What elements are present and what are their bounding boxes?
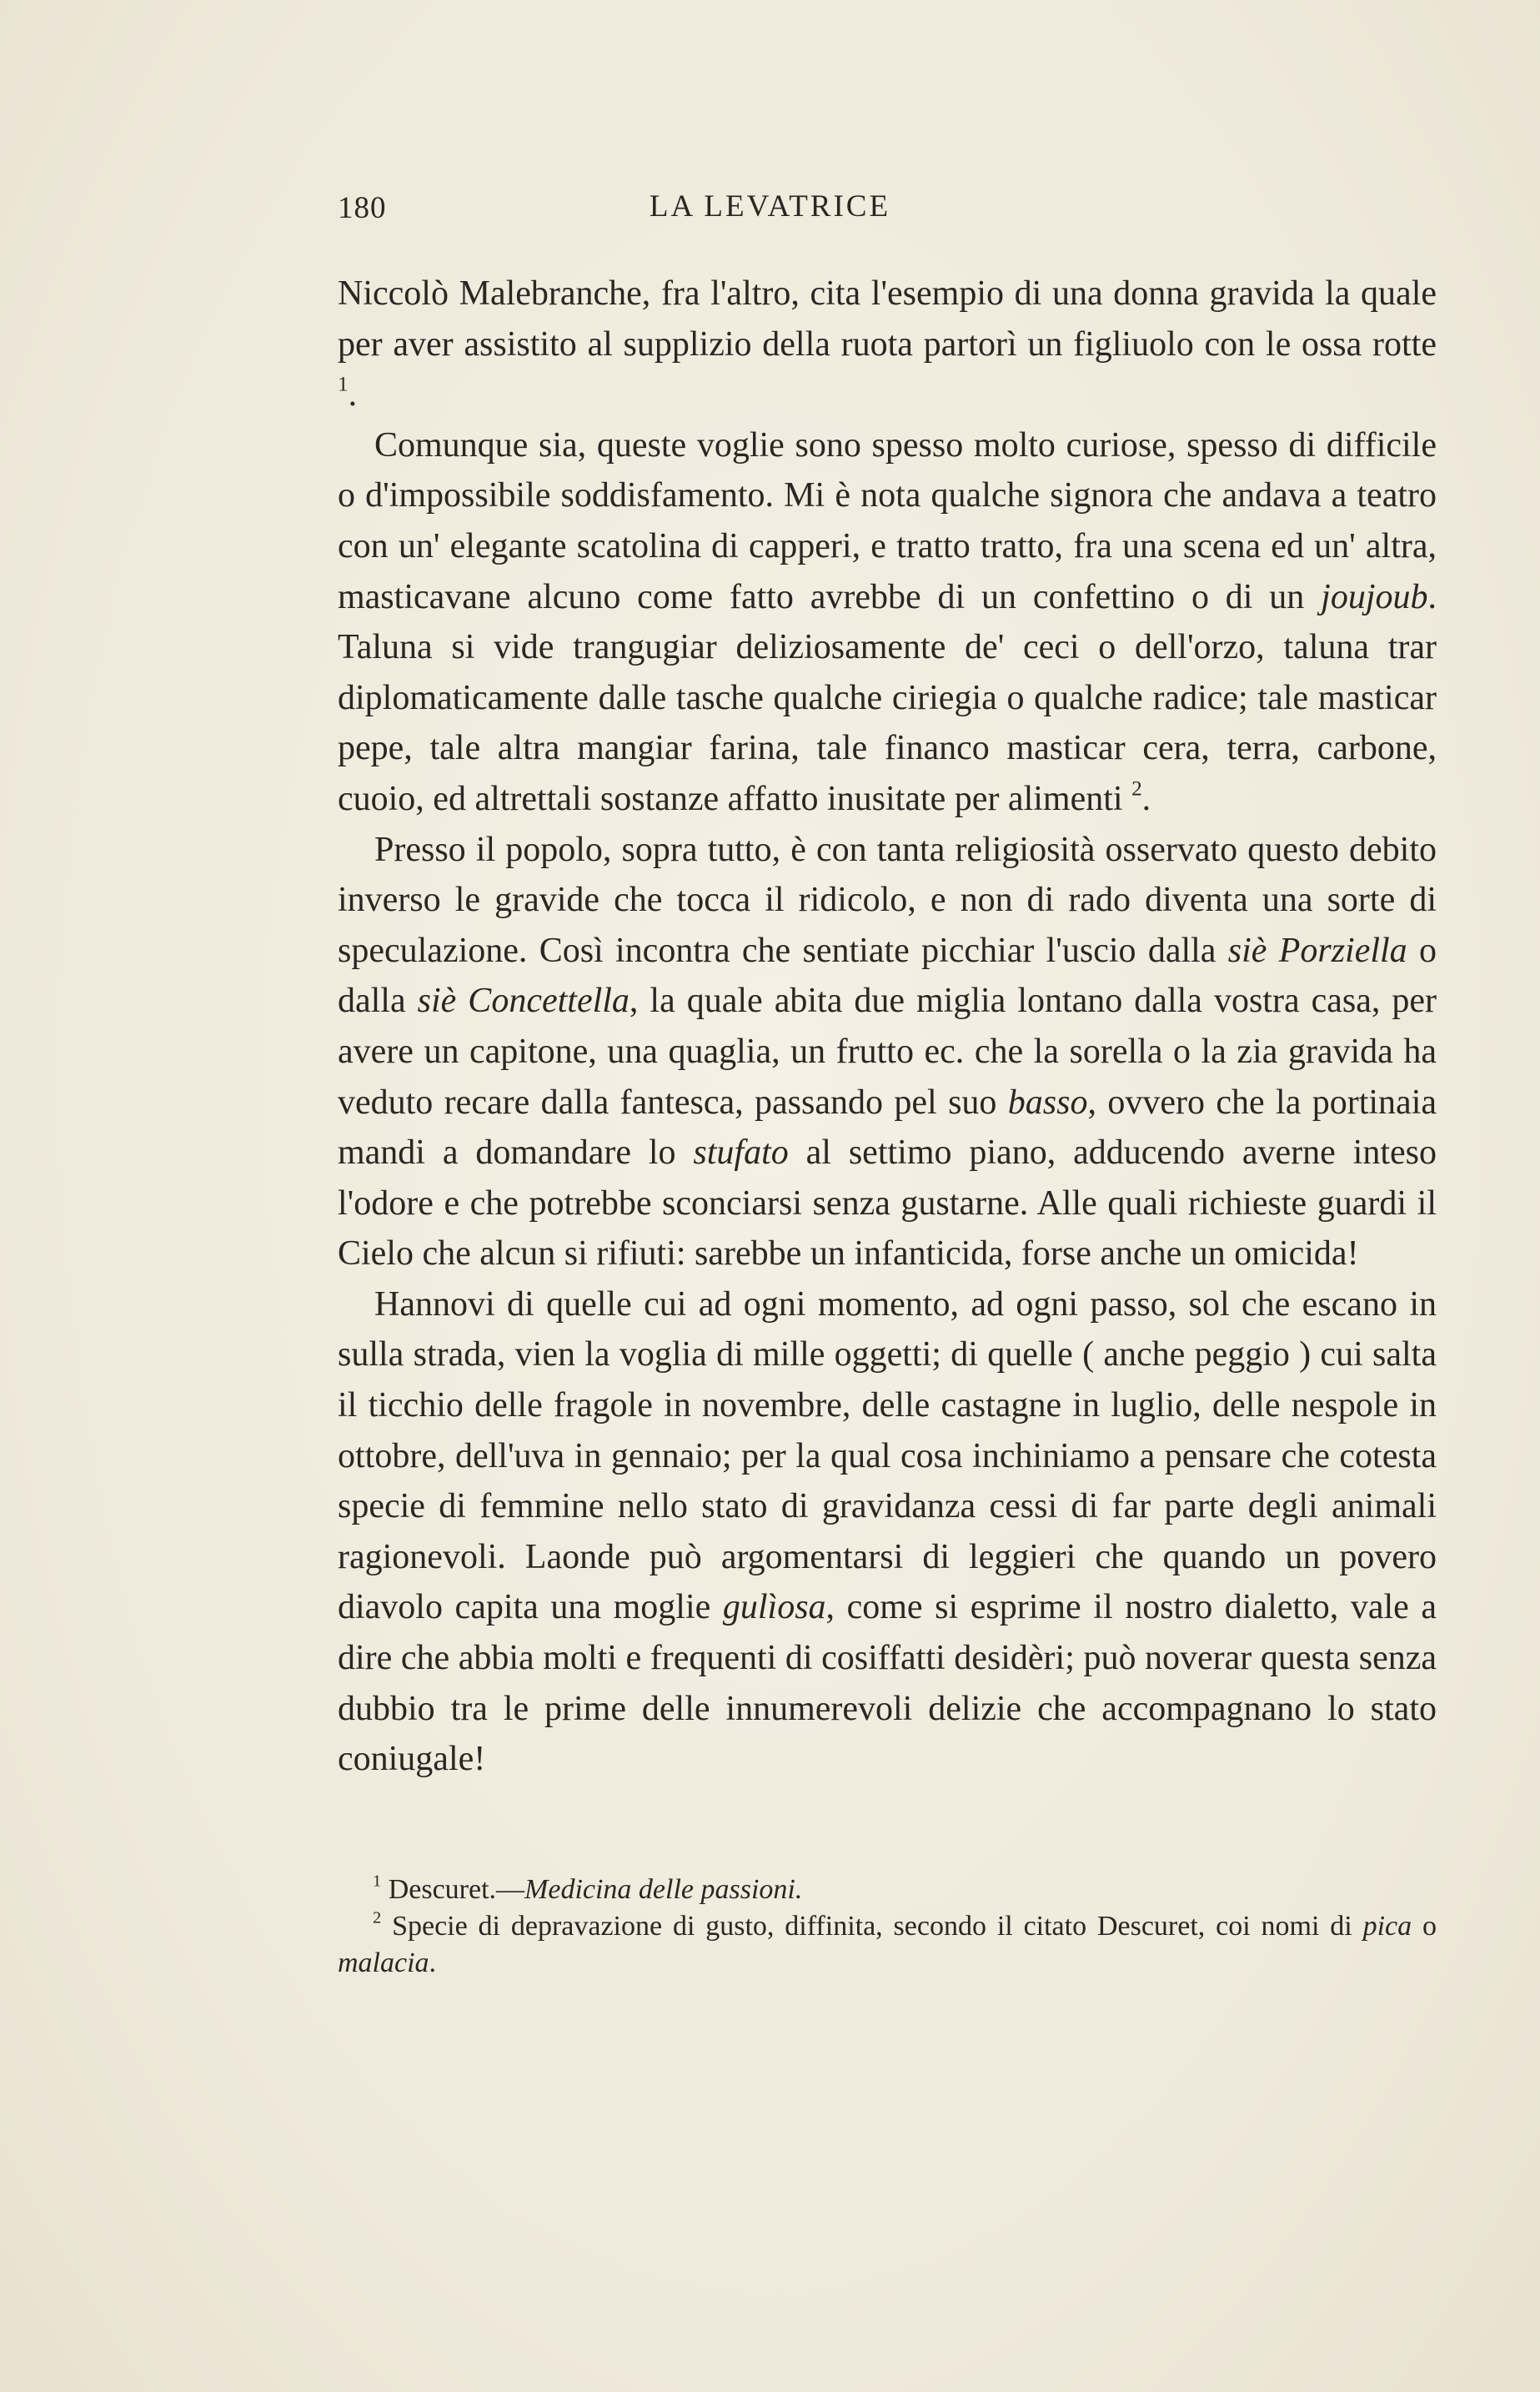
footnote-2: $^2$ Specie di depravazione di gusto, diffinita, secondo il citato Descuret, coi nomi di pica o malacia. — [338, 1908, 1437, 1978]
paragraph-3: Presso il popolo, sopra tutto, è con tanta religiosità osservato questo debito inverso le gravide che tocca il ridicolo, e non di rado diventa una sorte di speculazione. Così incontra che sentiate picchiar l'uscio dalla siè Porziella o dalla siè Concettella, la quale abita due miglia lontano dalla vostra casa, per avere un capitone, una quaglia, un frutto ec. che la sorella o la zia gravida ha veduto recare dalla fantesca, passando pel suo basso, ovvero che la portinaia mandi a domandare lo stufato al settimo piano, adducendo averne inteso l'odore e che potrebbe sconciarsi senza gustarne. Alle quali richieste guardi il Cielo che alcun si rifiuti: sarebbe un infanticida, forse anche un omicida! — [338, 830, 1437, 1274]
footnote-1: $^1$ Descuret.—Medicina delle passioni. — [373, 1872, 803, 1905]
main-text — [338, 269, 1437, 1785]
footnote-reference-2: 2 — [1131, 777, 1142, 801]
footnote-reference-1: 1 — [338, 373, 349, 396]
page-number: 180 — [338, 191, 387, 225]
paragraph-2: Comunque sia, queste voglie sono spesso molto curiose, spesso di difficile o d'impossibile soddisfamento. Mi è nota qualche signora che andava a teatro con un' elegante scatolina di capperi, e tratto tratto, fra una scena ed un' altra, masticavane alcuno come fatto avrebbe di un confettino o di un joujoub. Taluna si vide trangugiar deliziosamente de' ceci o dell'orzo, taluna trar diplomaticamente dalle tasche qualche ciriegia o qualche radice; tale masticar pepe, tale altra mangiar farina, tale financo masticar cera, terra, carbone, cuoio, ed altrettali sostanze affatto inusitate per alimenti $^2$. — [338, 425, 1437, 818]
footnotes — [338, 1872, 1437, 1982]
paragraph-4: Hannovi di quelle cui ad ogni momento, ad ogni passo, sol che escano in sulla strada, vien la voglia di mille oggetti; di quelle ( anche peggio ) cui salta il ticchio delle fragole in novembre, delle castagne in luglio, delle nespole in ottobre, dell'uva in gennaio; per la qual cosa inchiniamo a pensare che cotesta specie di femmine nello stato di gravidanza cessi di far parte degli animali ragionevoli. Laonde può argomentarsi di leggieri che quando un povero diavolo capita una moglie gulìosa, come si esprime il nostro dialetto, vale a dire che abbia molti e frequenti di cosiffatti desidèri; può noverar questa senza dubbio tra le prime delle innumerevoli delizie che accompagnano lo stato coniugale! — [338, 1284, 1437, 1779]
running-head: LA LEVATRICE — [649, 189, 891, 224]
paragraph-1: Niccolò Malebranche, fra l'altro, cita l'esempio di una donna gravida la quale per aver assistito al supplizio della ruota partorì un figliuolo con le ossa rotte $^1$. — [338, 274, 1437, 415]
